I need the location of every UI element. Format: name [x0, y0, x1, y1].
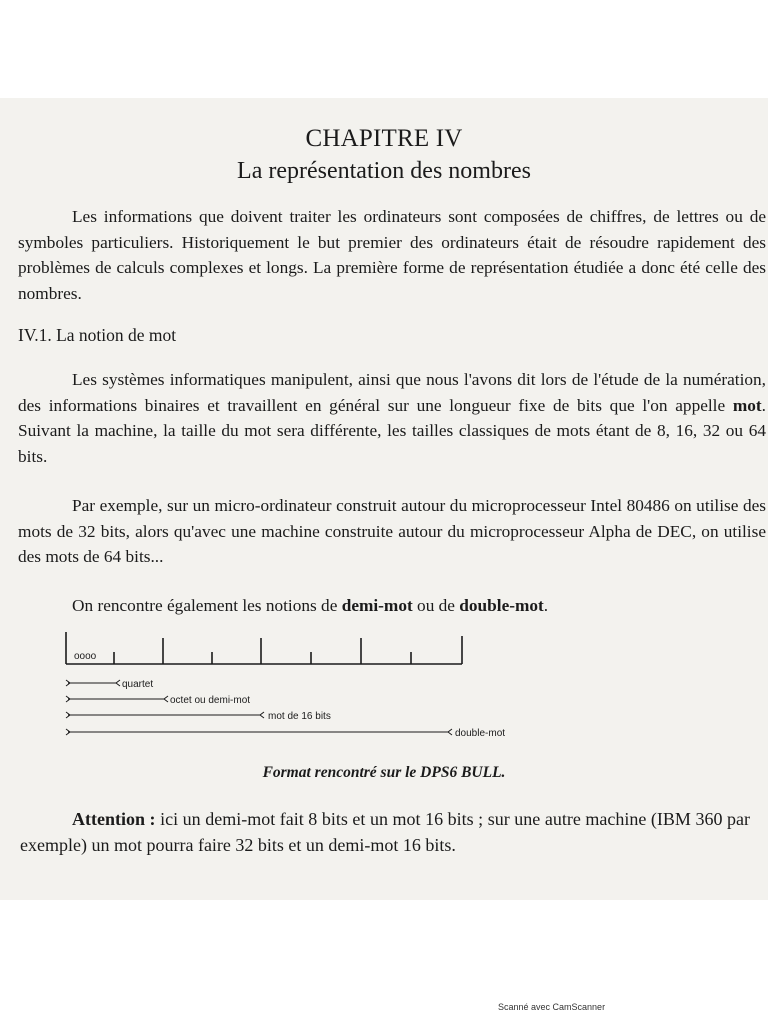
para3-text-end: . [543, 596, 549, 615]
example-paragraph: Par exemple, sur un micro-ordinateur construit autour du microprocesseur Intel 80486 on utilise des mots de 32 bits, alors qu'avec une machine construite autour du microprocesseur Alpha de DEC, on utilise des mots de 64 bits... [18, 496, 766, 566]
diagram-caption: Format rencontré sur le DPS6 BULL. [262, 764, 506, 781]
quartet-label: quartet [122, 679, 154, 690]
scanner-watermark: Scanné avec CamScanner [498, 1002, 606, 1012]
section-heading: IV.1. La notion de mot [18, 325, 177, 345]
word-format-diagram [60, 628, 540, 746]
quartet-arrow [66, 680, 120, 686]
para1-text-start: Les systèmes informatiques manipulent, ainsi que nous l'avons dit lors de l'étude de la numération, des informations binaires et travaillent en général sur une longueur fixe de bits que l'on appelle [18, 370, 766, 415]
chapter-heading: CHAPITRE IV [305, 125, 463, 152]
double-word-label: double-mot [455, 728, 506, 739]
word-notion-paragraph [18, 367, 766, 469]
double-word-term: double-mot [459, 596, 544, 615]
half-double-word-paragraph [18, 593, 766, 619]
chapter-title: La représentation des nombres [237, 158, 531, 184]
octet-label: octet ou demi-mot [170, 695, 251, 706]
octet-arrow [66, 696, 168, 702]
word-16-arrow [66, 712, 264, 718]
intro-paragraph: Les informations que doivent traiter les ordinateurs sont composées de chiffres, de lettres ou de symboles particuliers. Historiquement le but premier des ordinateurs était de résoudre rapidement des problèmes de calculs complexes et longs. La première forme de représentation étudiée a donc été celle des nombres. [18, 207, 766, 303]
attention-note [20, 806, 750, 858]
half-word-term: demi-mot [341, 596, 413, 615]
para3-text-middle: ou de [412, 596, 460, 615]
para3-text-start: On rencontre également les notions de [72, 596, 342, 615]
attention-label: Attention : [72, 809, 156, 829]
para1-text-end: . Suivant la machine, la taille du mot sera différente, les tailles classiques de mots étant de 8, 16, 32 ou 64 bits. [18, 395, 766, 466]
double-word-arrow [66, 729, 452, 735]
attention-text: ici un demi-mot fait 8 bits et un mot 16 bits ; sur une autre machine (IBM 360 par exemple) un mot pourra faire 32 bits et un demi-mot 16 bits. [20, 809, 750, 855]
word-16-label: mot de 16 bits [268, 711, 331, 722]
para1-bold-term: mot [732, 395, 762, 415]
cell-marks: oooo [74, 651, 97, 662]
bit-ruler [66, 632, 462, 664]
